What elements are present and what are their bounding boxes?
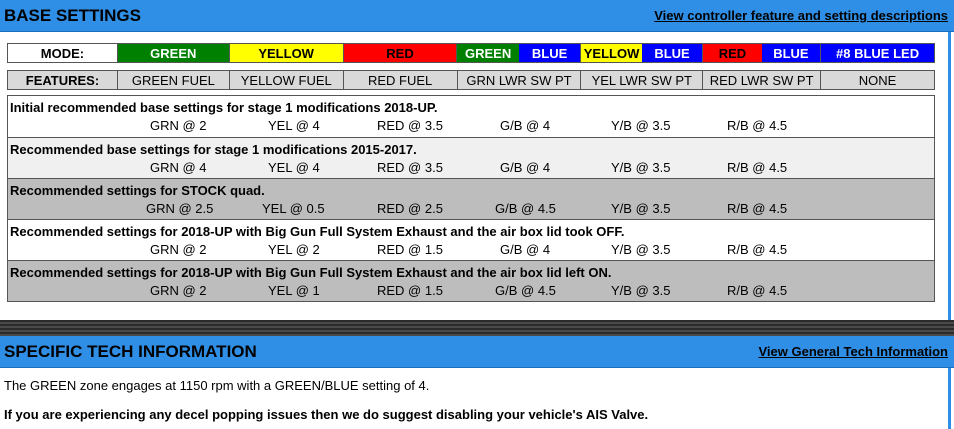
section-value-grn: GRN @ 4 — [150, 160, 207, 175]
section-value-rb: R/B @ 4.5 — [727, 242, 788, 257]
mode-red-blue — [703, 44, 821, 63]
section-value-yel: YEL @ 4 — [268, 160, 320, 175]
feature-red-fuel: RED FUEL — [343, 71, 457, 90]
mode-blue-led: #8 BLUE LED — [821, 44, 935, 63]
feature-green-fuel: GREEN FUEL — [117, 71, 229, 90]
section-value-gb: G/B @ 4.5 — [495, 201, 556, 216]
section-value-yel: YEL @ 4 — [268, 118, 320, 133]
mode-red-blue-right: BLUE — [762, 44, 820, 62]
feature-yel-lwr-sw-pt: YEL LWR SW PT — [581, 71, 703, 90]
section-value-yel: YEL @ 2 — [268, 242, 320, 257]
section-value-grn: GRN @ 2 — [150, 242, 207, 257]
view-controller-descriptions-link[interactable]: View controller feature and setting descriptions — [654, 8, 948, 23]
mode-table — [7, 43, 935, 63]
mode-green-blue — [457, 44, 581, 63]
section-value-grn: GRN @ 2 — [150, 283, 207, 298]
base-settings-body — [0, 32, 951, 320]
section-title: Recommended base settings for stage 1 modifications 2015-2017. — [10, 142, 417, 157]
section-value-yb: Y/B @ 3.5 — [611, 283, 671, 298]
settings-section — [8, 178, 934, 219]
section-divider — [0, 320, 954, 336]
tech-info-line: The GREEN zone engages at 1150 rpm with a GREEN/BLUE setting of 4. — [4, 378, 430, 393]
section-value-grn: GRN @ 2 — [150, 118, 207, 133]
mode-red: RED — [343, 44, 457, 63]
section-value-yb: Y/B @ 3.5 — [611, 201, 671, 216]
tech-info-title: SPECIFIC TECH INFORMATION — [4, 341, 257, 361]
mode-yellow-blue-right: BLUE — [642, 44, 702, 62]
section-value-rb: R/B @ 4.5 — [727, 160, 788, 175]
section-value-rb: R/B @ 4.5 — [727, 201, 788, 216]
base-settings-header — [0, 0, 954, 32]
mode-yellow-blue-left: YELLOW — [581, 44, 641, 62]
section-value-yb: Y/B @ 3.5 — [611, 242, 671, 257]
section-title: Recommended settings for 2018-UP with Big Gun Full System Exhaust and the air box lid took OFF. — [10, 224, 625, 239]
section-title: Initial recommended base settings for stage 1 modifications 2018-UP. — [10, 100, 438, 115]
tech-info-header — [0, 336, 954, 368]
section-value-yb: Y/B @ 3.5 — [611, 118, 671, 133]
section-value-gb: G/B @ 4 — [500, 118, 551, 133]
settings-section — [8, 96, 934, 137]
mode-label: MODE: — [8, 44, 118, 63]
section-value-yel: YEL @ 1 — [268, 283, 320, 298]
settings-sections — [7, 95, 935, 302]
tech-info-warning: If you are experiencing any decel popping issues then we do suggest disabling your vehicle's AIS Valve. — [4, 407, 649, 422]
feature-red-lwr-sw-pt: RED LWR SW PT — [703, 71, 821, 90]
feature-grn-lwr-sw-pt: GRN LWR SW PT — [457, 71, 581, 90]
feature-none: NONE — [821, 71, 935, 90]
section-value-rb: R/B @ 4.5 — [727, 118, 788, 133]
section-value-gb: G/B @ 4 — [500, 160, 551, 175]
section-value-yel: YEL @ 0.5 — [262, 201, 325, 216]
mode-row — [8, 44, 935, 63]
mode-green-blue-right: BLUE — [519, 44, 580, 62]
mode-green: GREEN — [117, 44, 229, 63]
view-general-tech-link[interactable]: View General Tech Information — [758, 344, 948, 359]
section-value-red: RED @ 2.5 — [377, 201, 443, 216]
section-title: Recommended settings for STOCK quad. — [10, 183, 265, 198]
mode-green-blue-left: GREEN — [457, 44, 518, 62]
section-value-red: RED @ 3.5 — [377, 160, 443, 175]
tech-info-panel — [0, 336, 954, 429]
tech-info-body — [0, 368, 951, 429]
section-value-grn: GRN @ 2.5 — [146, 201, 214, 216]
settings-section — [8, 219, 934, 260]
features-label: FEATURES: — [8, 71, 118, 90]
feature-yellow-fuel: YELLOW FUEL — [229, 71, 343, 90]
features-row — [8, 71, 935, 90]
section-value-red: RED @ 1.5 — [377, 242, 443, 257]
section-value-rb: R/B @ 4.5 — [727, 283, 788, 298]
mode-yellow: YELLOW — [229, 44, 343, 63]
mode-yellow-blue — [581, 44, 703, 63]
section-value-gb: G/B @ 4 — [500, 242, 551, 257]
section-value-red: RED @ 3.5 — [377, 118, 443, 133]
base-settings-title: BASE SETTINGS — [4, 5, 141, 25]
section-value-gb: G/B @ 4.5 — [495, 283, 556, 298]
settings-section — [8, 137, 934, 178]
mode-red-blue-left: RED — [703, 44, 761, 62]
section-value-yb: Y/B @ 3.5 — [611, 160, 671, 175]
settings-section — [8, 260, 934, 301]
section-title: Recommended settings for 2018-UP with Big Gun Full System Exhaust and the air box lid left ON. — [10, 265, 612, 280]
features-table — [7, 70, 935, 90]
section-value-red: RED @ 1.5 — [377, 283, 443, 298]
